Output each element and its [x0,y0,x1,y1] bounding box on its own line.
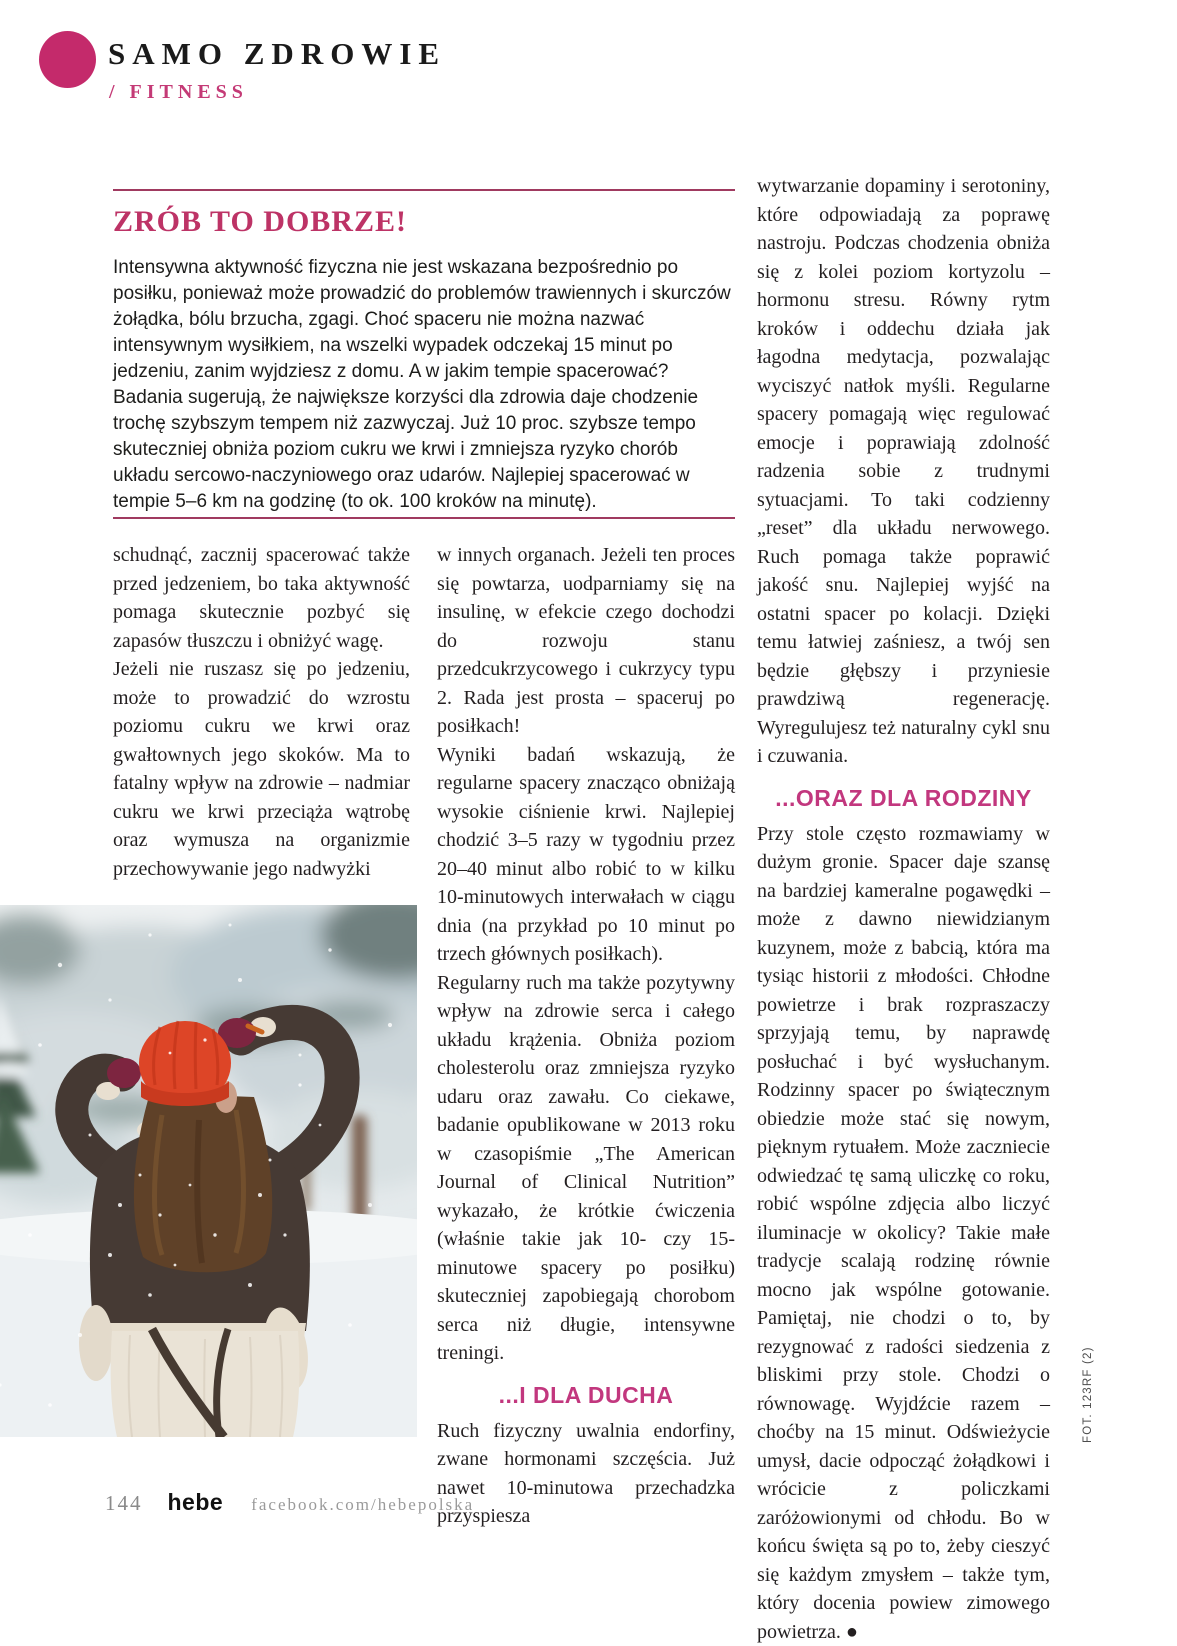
column2-paragraph: Ruch fizyczny uwalnia endorfiny, zwane hormonami szczęścia. Już nawet 10-minutowa przechadzka przyspiesza [437,1417,735,1531]
facebook-url: facebook.com/hebepolska [251,1495,474,1515]
page-footer [105,1489,474,1516]
section-subtitle: / FITNESS [109,81,248,104]
column2-paragraph: w innych organach. Jeżeli ten proces się powtarza, uodparniamy się na insulinę, w efekcie czego dochodzi do rozwoju stanu przedcukrzycowego i cukrzycy typu 2. Rada jest prosta – spaceruj po posiłkach! [437,541,735,741]
winter-photo-illustration [0,905,417,1437]
box-body-text: Intensywna aktywność fizyczna nie jest wskazana bezpośrednio po posiłku, ponieważ może prowadzić do problemów trawiennych i skurczów żołądka, bólu brzucha, zgagi. Choć spaceru nie można nazwać intensywnym wysiłkiem, na wszelki wypadek odczekaj 15 minut po jedzeniu, zanim wyjdziesz z domu. A w jakim tempie spacerować? Badania sugerują, że największe korzyści dla zdrowia daje chodzenie trochę szybszym tempem niż zazwyczaj. Już 10 proc. szybsze tempo skuteczniej obniża poziom cukru we krwi i zmniejsza ryzyko chorób układu sercowo-naczyniowego oraz udarów. Najlepiej spacerować w tempie 5–6 km na godzinę (to ok. 100 kroków na minutę). [113,255,735,515]
box-title: ZRÓB TO DOBRZE! [113,205,735,239]
brand-logo: hebe [168,1489,224,1516]
page-number: 144 [105,1491,143,1516]
body-column-2 [437,541,735,1531]
column3-paragraph: wytwarzanie dopaminy i serotoniny, które odpowiadają za poprawę nastroju. Podczas chodzenia obniża się z kolei poziom kortyzolu – hormonu stresu. Równy rytm kroków i oddechu działa jak łagodna medytacja, pozwalając wyciszyć natłok myśli. Regularne spacery pomagają więc regulować emocje i poprawiają zdolność radzenia sobie z trudnymi sytuacjami. To taki codzienny „reset” dla układu nerwowego. Ruch pomaga także poprawić jakość snu. Najlepiej wyjść na ostatni spacer po kolacji. Dzięki temu łatwiej zaśniesz, a twój sen będzie głębszy i przyniesie prawdziwą regenerację. Wyregulujesz też naturalny cykl snu i czuwania. [757,172,1050,771]
heading-oraz-dla-rodziny: ...ORAZ DLA RODZINY [757,783,1050,813]
section-title: SAMO ZDROWIE [108,36,446,72]
photo-left-mitten [107,1058,141,1088]
box-bottom-rule [113,517,735,519]
heading-i-dla-ducha: ...I DLA DUCHA [437,1380,735,1410]
column2-paragraph: Regularny ruch ma także pozytywny wpływ na zdrowie serca i całego układu krążenia. Obniża poziom cholesterolu oraz zmniejsza ryzyko udaru oraz zawału. Co ciekawe, badanie opublikowane w 2013 roku w czasopiśmie „The American Journal of Clinical Nutrition” wykazało, że krótkie ćwiczenia (właśnie takie jak 10- czy 15-minutowe spacery po posiłku) skuteczniej zapobiegają chorobom serca niż długie, intensywne treningi. [437,969,735,1368]
photo-red-hat [139,1021,231,1106]
body-column-1 [113,541,410,883]
section-bullet-icon [39,31,96,88]
photo-credit: FOT. 123RF (2) [1082,1338,1098,1443]
column2-paragraph: Wyniki badań wskazują, że regularne spacery znacząco obniżają wysokie ciśnienie krwi. Najlepiej chodzić 3–5 razy w tygodniu przez 20–40 minut albo robić to w kilku 10-minutowych interwałach w ciągu dnia (na przykład po 10 minut po trzech głównych posiłkach). [437,741,735,969]
column1-paragraph: schudnąć, zacznij spacerować także przed jedzeniem, bo taka aktywność pomaga skutecznie pozbyć się zapasów tłuszczu i obniżyć wagę. [113,541,410,655]
box-top-rule [113,189,735,191]
body-column-3 [757,172,1050,1646]
winter-walk-photo [0,905,417,1437]
column1-paragraph: Jeżeli nie ruszasz się po jedzeniu, może to prowadzić do wzrostu poziomu cukru we krwi oraz gwałtownych jego skoków. Ma to fatalny wpływ na zdrowie – nadmiar cukru we krwi przeciąża wątrobę oraz wymusza na organizmie przechowywanie jego nadwyżki [113,655,410,883]
column3-paragraph: Przy stole często rozmawiamy w dużym gronie. Spacer daje szansę na bardziej kameralne pogawędki – może z dawno niewidzianym kuzynem, może z babcią, która ma tysiąc historii z młodości. Chłodne powietrze i brak rozpraszaczy sprzyjają temu, by naprawdę posłuchać i być wysłuchanym. Rodzinny spacer po świątecznym obiedzie może stać się nowym, pięknym rytuałem. Może zaczniecie odwiedzać tę samą uliczkę co roku, robić wspólne zdjęcia albo liczyć iluminacje w okolicy? Takie małe tradycje scalają rodzinę równie mocno jak wspólne gotowanie. Pamiętaj, nie chodzi o to, by rezygnować z radości siedzenia z bliskimi przy stole. Chodzi o równowagę. Wyjdźcie razem – choćby na 15 minut. Odświeżycie umysł, dacie odpocząć żołądkowi i wrócicie z policzkami zaróżowionymi od chłodu. Bo w końcu święta są po to, żeby cieszyć się każdym zmysłem – także tym, który docenia powiew zimowego powietrza. ● [757,820,1050,1646]
